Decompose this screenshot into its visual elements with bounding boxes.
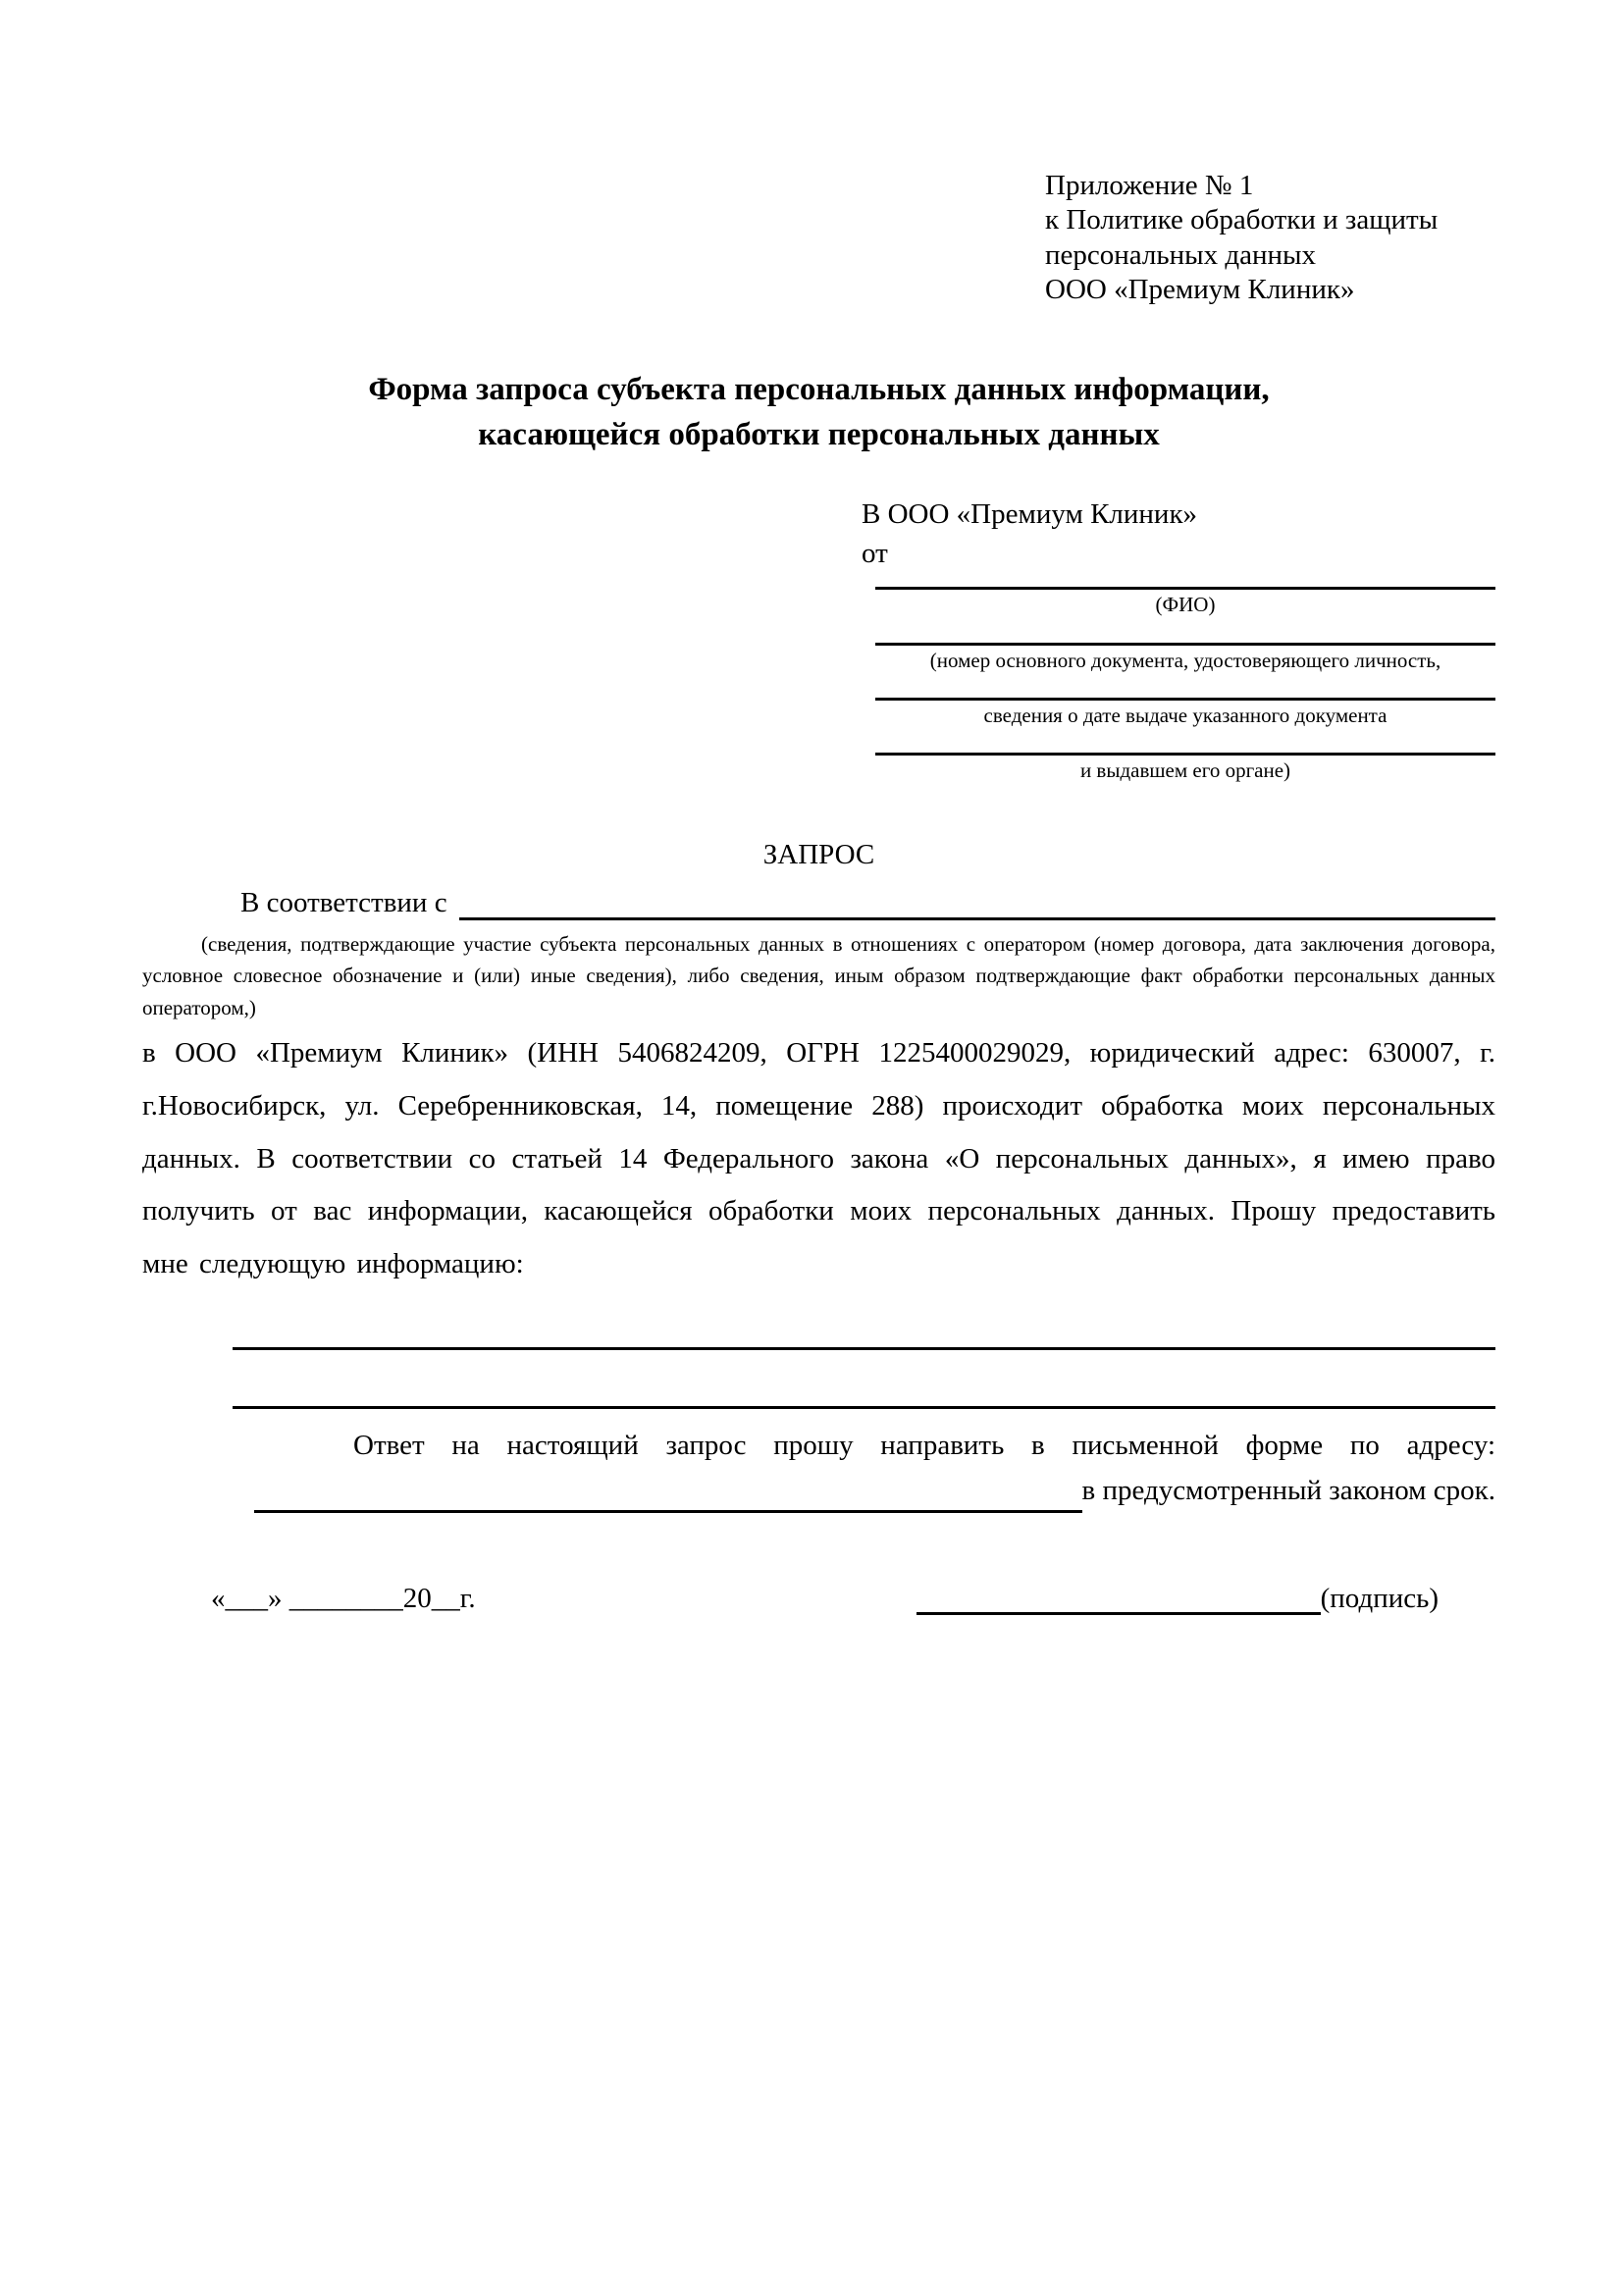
accordance-prefix: В соответствии с: [240, 886, 447, 918]
page-title-line-1: Форма запроса субъекта персональных данных информации,: [368, 371, 1270, 407]
document-number-field: [875, 619, 1495, 674]
accordance-fill-line: [459, 886, 1495, 920]
reply-request-text: Ответ на настоящий запрос прошу направить в письменной форме по адресу:: [353, 1429, 1495, 1461]
issuing-authority-fill-line: [875, 729, 1495, 756]
appendix-note-line-1: Приложение № 1: [1045, 170, 1254, 201]
information-fill-line-2: [233, 1350, 1495, 1409]
fio-field: [875, 571, 1495, 618]
reply-suffix-text: в предусмотренный законом срок.: [1081, 1475, 1495, 1507]
page-title-line-2: касающейся обработки персональных данных: [478, 416, 1160, 452]
signature-area: [916, 1582, 1439, 1614]
request-heading: ЗАПРОС: [762, 838, 875, 870]
appendix-note: [1045, 169, 1495, 308]
appendix-note-line-4: ООО «Премиум Клиник»: [1045, 274, 1355, 306]
issue-date-field: [875, 674, 1495, 729]
footer-row: [142, 1582, 1495, 1614]
information-fill-line-1: [233, 1291, 1495, 1350]
address-fill-line: [254, 1480, 1082, 1514]
issuing-authority-caption: и выдавшем его органе): [1079, 758, 1291, 783]
document-number-caption: (номер основного документа, удостоверяющего личность,: [929, 648, 1441, 672]
issue-date-fill-line: [875, 674, 1495, 701]
document-number-fill-line: [875, 619, 1495, 646]
fio-fill-line: [875, 571, 1495, 590]
appendix-note-line-2: к Политике обработки и защиты: [1045, 204, 1439, 236]
appendix-note-line-3: персональных данных: [1045, 238, 1317, 271]
explanatory-note: (сведения, подтверждающие участие субъекта персональных данных в отношениях с оператором (номер договора, дата заключения договора, условное словесное обозначение и (или) иные сведения), либо сведения, иным образом подтверждающие факт обработки персональных данных оператором,): [142, 931, 1495, 1019]
accordance-line: [142, 885, 1495, 920]
issuing-authority-field: [875, 729, 1495, 784]
fio-caption: (ФИО): [1155, 593, 1216, 617]
addressee-block: [862, 496, 1495, 785]
addressee-to: В ООО «Премиум Клиник»: [862, 497, 1198, 530]
issue-date-caption: сведения о дате выдаче указанного документа: [983, 703, 1387, 727]
page-title: [142, 367, 1495, 457]
date-blank: «___» ________20__г.: [211, 1582, 476, 1614]
body-paragraph: в ООО «Премиум Клиник» (ИНН 5406824209, ОГРН 1225400029029, юридический адрес: 630007, г. г.Новосибирск, ул. Серебренниковская, 14, помещение 288) происходит обработка моих персональных данных. В соответствии со статьей 14 Федерального закона «О персональных данных», я имею право получить от вас информации, касающейся обработки моих персональных данных. Прошу предоставить мне следующую информацию:: [142, 1037, 1495, 1280]
signature-fill-line: [916, 1582, 1321, 1614]
signature-caption: (подпись): [1320, 1582, 1439, 1614]
addressee-from: от: [862, 538, 888, 570]
reply-address-line: [142, 1468, 1495, 1513]
